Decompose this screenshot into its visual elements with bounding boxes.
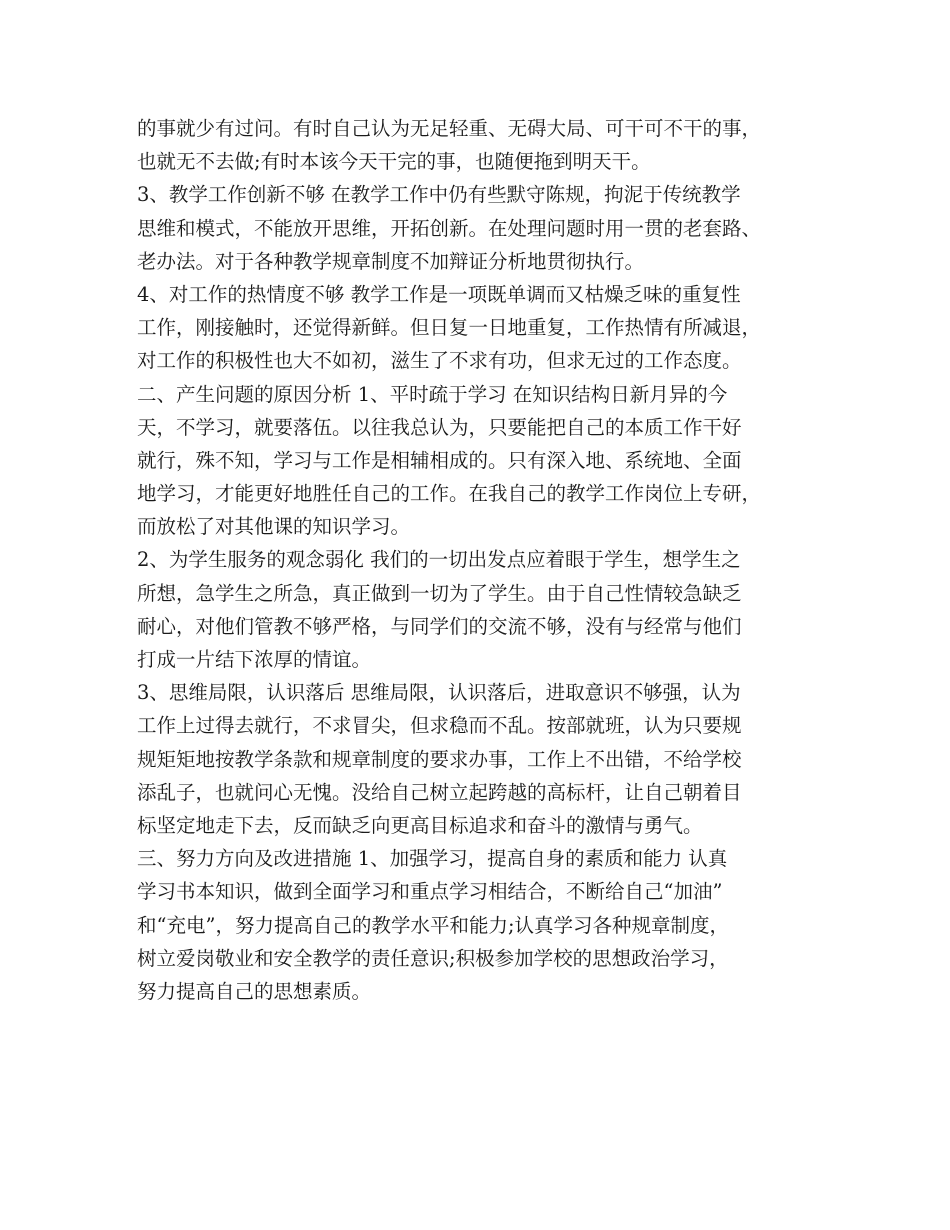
text-line: 而放松了对其他课的知识学习。 xyxy=(137,515,411,539)
text-line: 标坚定地走下去，反而缺乏向更高目标追求和奋斗的激情与勇气。 xyxy=(137,813,703,837)
text-line: 的事就少有过问。有时自己认为无足轻重、无碍大局、可干可不干的事， xyxy=(137,117,762,140)
text-line: 3、教学工作创新不够 在教学工作中仍有些默守陈规，拘泥于传统教学 xyxy=(137,183,741,207)
text-line: 二、产生问题的原因分析 1、平时疏于学习 在知识结构日新月异的今 xyxy=(137,382,728,406)
text-line: 打成一片结下浓厚的情谊。 xyxy=(137,648,372,671)
text-line: 对工作的积极性也大不如初，滋生了不求有功，但求无过的工作态度。 xyxy=(137,349,742,373)
text-line: 地学习，才能更好地胜任自己的工作。在我自己的教学工作岗位上专研， xyxy=(137,482,762,506)
text-line: 老办法。对于各种教学规章制度不加辩证分析地贯彻执行。 xyxy=(137,249,645,273)
text-line: 天，不学习，就要落伍。以往我总认为，只要能把自己的本质工作干好 xyxy=(137,415,742,439)
text-line: 添乱子，也就问心无愧。没给自己树立起跨越的高标杆，让自己朝着目 xyxy=(137,780,742,804)
text-line: 学习书本知识，做到全面学习和重点学习相结合，不断给自己“加油” xyxy=(137,880,723,904)
text-line: 和“充电”，努力提高自己的教学水平和能力;认真学习各种规章制度， xyxy=(137,913,730,937)
text-line: 4、对工作的热情度不够 教学工作是一项既单调而又枯燥乏味的重复性 xyxy=(137,282,741,306)
text-line: 规矩矩地按教学条款和规章制度的要求办事，工作上不出错，不给学校 xyxy=(137,747,742,771)
text-line: 努力提高自己的思想素质。 xyxy=(137,979,372,1003)
text-line: 树立爱岗敬业和安全教学的责任意识;积极参加学校的思想政治学习， xyxy=(137,946,729,970)
text-line: 思维和模式，不能放开思维，开拓创新。在处理问题时用一贯的老套路、 xyxy=(137,216,762,240)
text-line: 也就无不去做;有时本该今天干完的事，也随便拖到明天干。 xyxy=(137,150,651,174)
text-line: 所想，急学生之所急，真正做到一切为了学生。由于自己性情较急缺乏 xyxy=(137,581,742,605)
text-line: 耐心，对他们管教不够严格，与同学们的交流不够，没有与经常与他们 xyxy=(137,614,742,638)
text-line: 工作，刚接触时，还觉得新鲜。但日复一日地重复，工作热情有所减退， xyxy=(137,316,762,340)
text-line: 2、为学生服务的观念弱化 我们的一切出发点应着眼于学生，想学生之 xyxy=(137,548,741,572)
body-text xyxy=(137,112,837,1008)
text-line: 3、思维局限，认识落后 思维局限，认识落后，进取意识不够强，认为 xyxy=(137,681,741,705)
text-line: 就行，殊不知，学习与工作是相辅相成的。只有深入地、系统地、全面 xyxy=(137,448,742,472)
text-line: 工作上过得去就行，不求冒尖，但求稳而不乱。按部就班，认为只要规 xyxy=(137,714,742,738)
text-line: 三、努力方向及改进措施 1、加强学习，提高自身的素质和能力 认真 xyxy=(137,847,728,871)
